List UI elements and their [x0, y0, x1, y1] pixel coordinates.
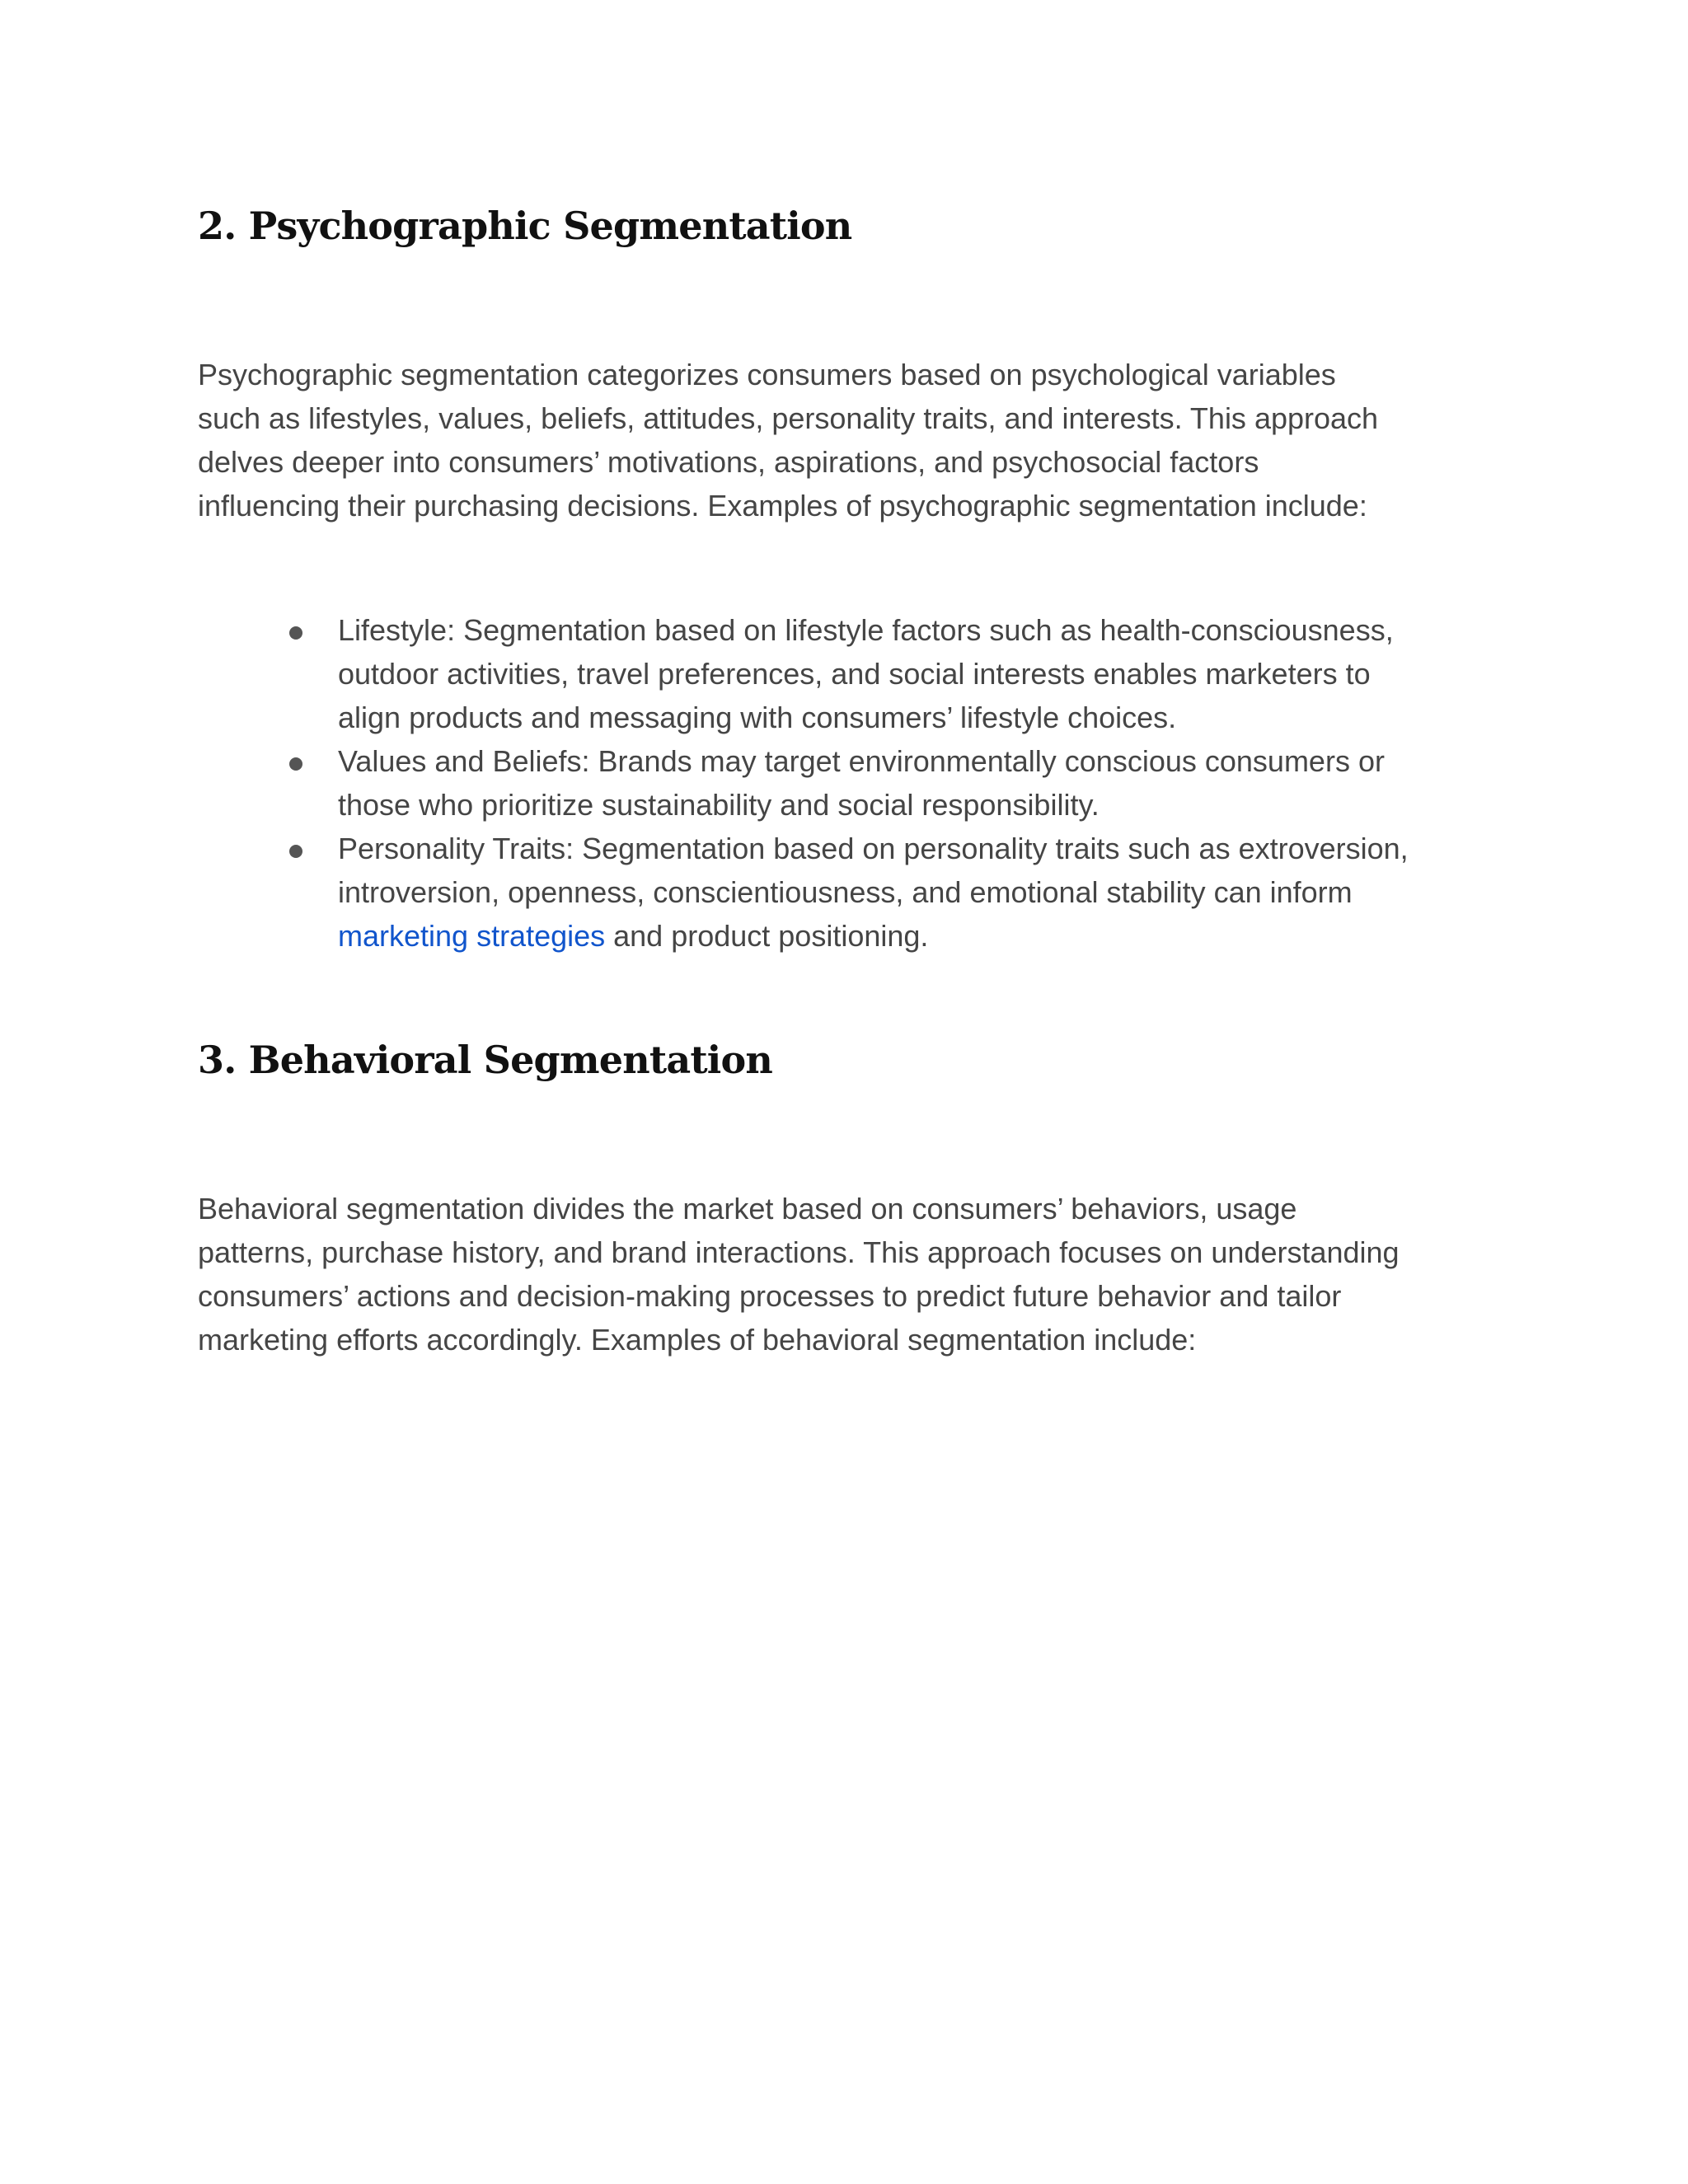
section-heading-psychographic: 2. Psychographic Segmentation [198, 204, 852, 248]
list-item-text: and product positioning. [605, 919, 929, 953]
marketing-strategies-link[interactable]: marketing strategies [338, 919, 606, 953]
list-item-values-beliefs [198, 739, 1409, 827]
paragraph-line: consumers’ actions and decision-making processes to predict future behavior and tailor [198, 1279, 1342, 1313]
paragraph-line: such as lifestyles, values, beliefs, attitudes, personality traits, and interests. This approach [198, 401, 1379, 435]
paragraph-psychographic [198, 353, 1500, 527]
section-heading-behavioral: 3. Behavioral Segmentation [198, 1038, 772, 1082]
list-item-line: Values and Beliefs: Brands may target environmentally conscious consumers or [338, 744, 1385, 778]
bullet-icon [289, 626, 302, 640]
list-item-line: align products and messaging with consumers’ lifestyle choices. [338, 701, 1177, 734]
paragraph-line: influencing their purchasing decisions. Examples of psychographic segmentation include: [198, 489, 1367, 523]
paragraph-line: patterns, purchase history, and brand interactions. This approach focuses on understanding [198, 1235, 1400, 1269]
paragraph-line: marketing efforts accordingly. Examples of behavioral segmentation include: [198, 1323, 1197, 1357]
list-item-line: those who prioritize sustainability and social responsibility. [338, 788, 1100, 822]
paragraph-line: delves deeper into consumers’ motivations, aspirations, and psychosocial factors [198, 445, 1259, 479]
list-item-line: outdoor activities, travel preferences, and social interests enables marketers to [338, 657, 1371, 691]
list-item-personality-traits [198, 827, 1409, 958]
bullet-icon [289, 845, 302, 858]
psychographic-examples-list [198, 608, 1409, 958]
list-item-line [338, 914, 1409, 958]
list-item-line: introversion, openness, conscientiousness, and emotional stability can inform [338, 875, 1353, 909]
list-item-line: Personality Traits: Segmentation based on personality traits such as extroversion, [338, 832, 1409, 865]
paragraph-line: Psychographic segmentation categorizes consumers based on psychological variables [198, 358, 1336, 391]
paragraph-behavioral [198, 1187, 1500, 1361]
list-item-line: Lifestyle: Segmentation based on lifestyle factors such as health-consciousness, [338, 613, 1394, 647]
bullet-icon [289, 757, 302, 771]
list-item-lifestyle [198, 608, 1409, 739]
paragraph-line: Behavioral segmentation divides the market based on consumers’ behaviors, usage [198, 1192, 1297, 1226]
